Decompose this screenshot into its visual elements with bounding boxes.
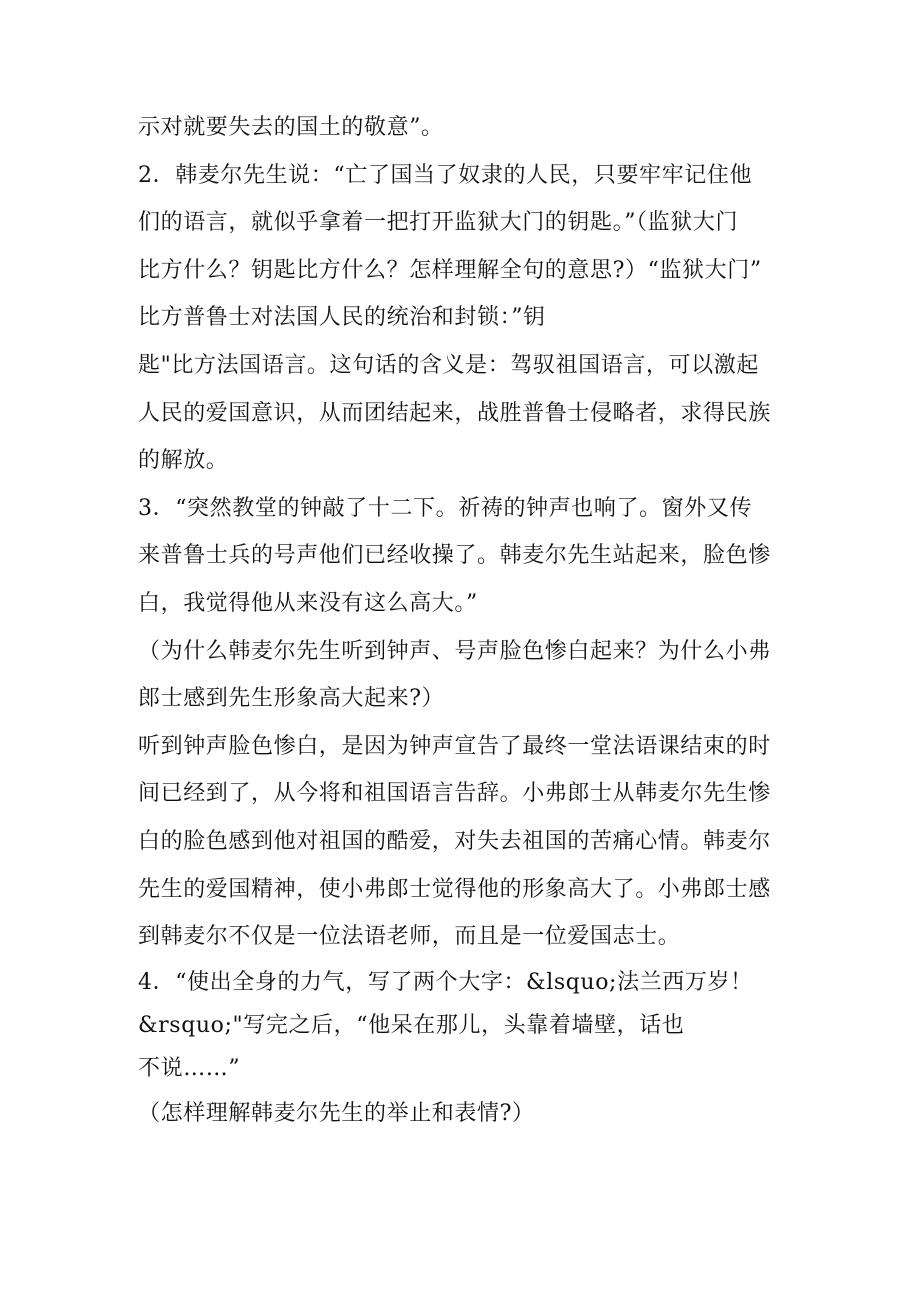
text-line: 比方什么？钥匙比方什么？怎样理解全句的意思?）“监狱大门” xyxy=(138,257,762,283)
text-line: 听到钟声脸色惨白，是因为钟声宣告了最终一堂法语课结束的时 xyxy=(138,733,771,759)
text-line: 3．“突然教堂的钟敲了十二下。祈祷的钟声也响了。窗外又传 xyxy=(138,495,753,521)
text-line: 来普鲁士兵的号声他们已经收操了。韩麦尔先生站起来，脸色惨 xyxy=(138,543,771,569)
text-line: 先生的爱国精神，使小弗郎士觉得他的形象高大了。小弗郎士感 xyxy=(138,876,771,902)
text-line: 人民的爱国意识，从而团结起来，战胜普鲁士侵略者，求得民族 xyxy=(138,400,771,426)
text-line: 4．“使出全身的力气，写了两个大字：&lsquo;法兰西万岁！ xyxy=(138,969,753,995)
text-line: &rsquo;"写完之后，“他呆在那儿，头靠着墙壁，话也 xyxy=(138,1012,685,1038)
text-line: 间已经到了，从今将和祖国语言告辞。小弗郎士从韩麦尔先生惨 xyxy=(138,781,771,807)
text-line: （为什么韩麦尔先生听到钟声、号声脸色惨白起来？为什么小弗 xyxy=(138,638,771,664)
text-line: 白，我觉得他从来没有这么高大。” xyxy=(138,590,478,616)
document-body xyxy=(138,104,798,1137)
text-line: 匙"比方法国语言。这句话的含义是：驾驭祖国语言，可以激起 xyxy=(138,352,759,378)
text-line: 不说……” xyxy=(138,1055,241,1081)
text-line: 郎士感到先生形象高大起来?） xyxy=(138,686,445,712)
text-line: 2．韩麦尔先生说：“亡了国当了奴隶的人民，只要牢牢记住他 xyxy=(138,162,753,188)
text-line: 的解放。 xyxy=(138,448,229,474)
text-line: 比方普鲁士对法国人民的统治和封锁：”钥 xyxy=(138,305,546,331)
text-line: 到韩麦尔不仅是一位法语老师，而且是一位爱国志士。 xyxy=(138,924,681,950)
text-line: 示对就要失去的国土的敬意”。 xyxy=(138,115,444,140)
text-line: 白的脸色感到他对祖国的酷爱，对失去祖国的苦痛心情。韩麦尔 xyxy=(138,828,771,854)
text-line: 们的语言，就似乎拿着一把打开监狱大门的钥匙。”（监狱大门 xyxy=(138,210,739,236)
text-line: （怎样理解韩麦尔先生的举止和表情?） xyxy=(138,1100,535,1126)
